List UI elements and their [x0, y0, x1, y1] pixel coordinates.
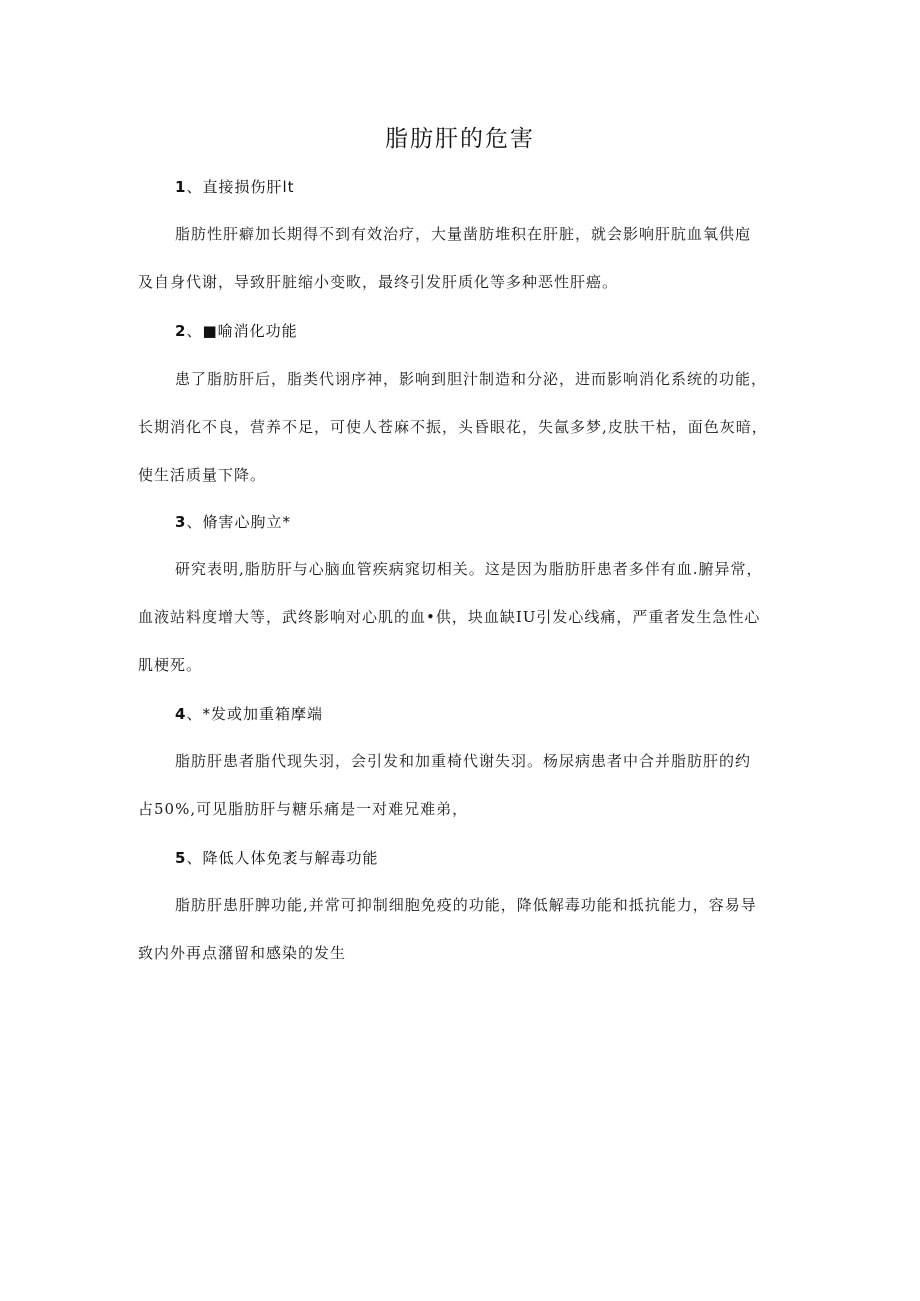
section-heading-text: 、降低人体免袤与解毒功能	[186, 849, 379, 867]
section-paragraph-5	[138, 881, 798, 977]
section-heading-text: 、*发或加重箱摩端	[186, 705, 323, 723]
section-heading-2	[175, 320, 298, 341]
paragraph-line: 患了脂肪肝后，脂类代诩序神，影响到胆汁制造和分泌，进而影响消化系统的功能，	[175, 370, 768, 388]
paragraph-line: 长期消化不良，营养不足，可使人苍麻不振，头昏眼花，失氤多梦,皮肤干枯，面色灰暗，	[138, 418, 768, 436]
paragraph-line: 脂肪肝患肝脾功能,并常可抑制细胞免疫的功能，降低解毒功能和抵抗能力，容易导	[175, 896, 757, 914]
section-heading-4	[175, 703, 323, 724]
section-paragraph-2	[138, 355, 798, 499]
paragraph-line: 致内外再点潴留和感染的发生	[138, 944, 347, 962]
paragraph-line: 使生活质量下降。	[138, 466, 267, 484]
section-number: 5	[175, 849, 187, 867]
section-heading-3	[175, 511, 291, 532]
section-paragraph-3	[138, 545, 798, 689]
section-number: 2	[175, 322, 187, 340]
paragraph-line: 血液站料度增大等，武终影响对心肌的血•供，块血缺IU引发心线痛，严重者发生急性心	[138, 608, 761, 626]
section-heading-text: 、直接损伤肝lt	[186, 178, 295, 196]
paragraph-line: 研究表明,脂肪肝与心脑血管疾病窕切相关。这是因为脂肪肝患者多伴有血.腑异常，	[175, 560, 763, 578]
section-number: 3	[175, 513, 187, 531]
paragraph-line: 及自身代谢，导致肝脏缩小变畋，最终引发肝质化等多种恶性肝癌。	[138, 273, 619, 291]
paragraph-line: 脂肪肝患者脂代现失羽，会引发和加重椅代谢失羽。杨尿病患者中合并脂肪肝的约	[175, 752, 752, 770]
paragraph-line: 脂肪性肝癖加长期得不到有效治疗，大量凿肪堆积在肝脏，就会影响肝肮血氧供庖	[175, 225, 752, 243]
paragraph-line: 占50%,可见脂肪肝与糖乐痛是一对难兄难弟，	[138, 800, 469, 818]
section-number: 1	[175, 178, 187, 196]
section-paragraph-4	[138, 737, 798, 833]
paragraph-line: 肌梗死。	[138, 656, 203, 674]
document-title: 脂肪肝的危害	[385, 126, 535, 152]
section-heading-text: 、■喻消化功能	[186, 322, 298, 340]
section-heading-1	[175, 176, 295, 197]
section-heading-text: 、脩害心朐立*	[186, 513, 291, 531]
section-number: 4	[175, 705, 187, 723]
section-paragraph-1	[138, 210, 798, 306]
section-heading-5	[175, 847, 378, 868]
